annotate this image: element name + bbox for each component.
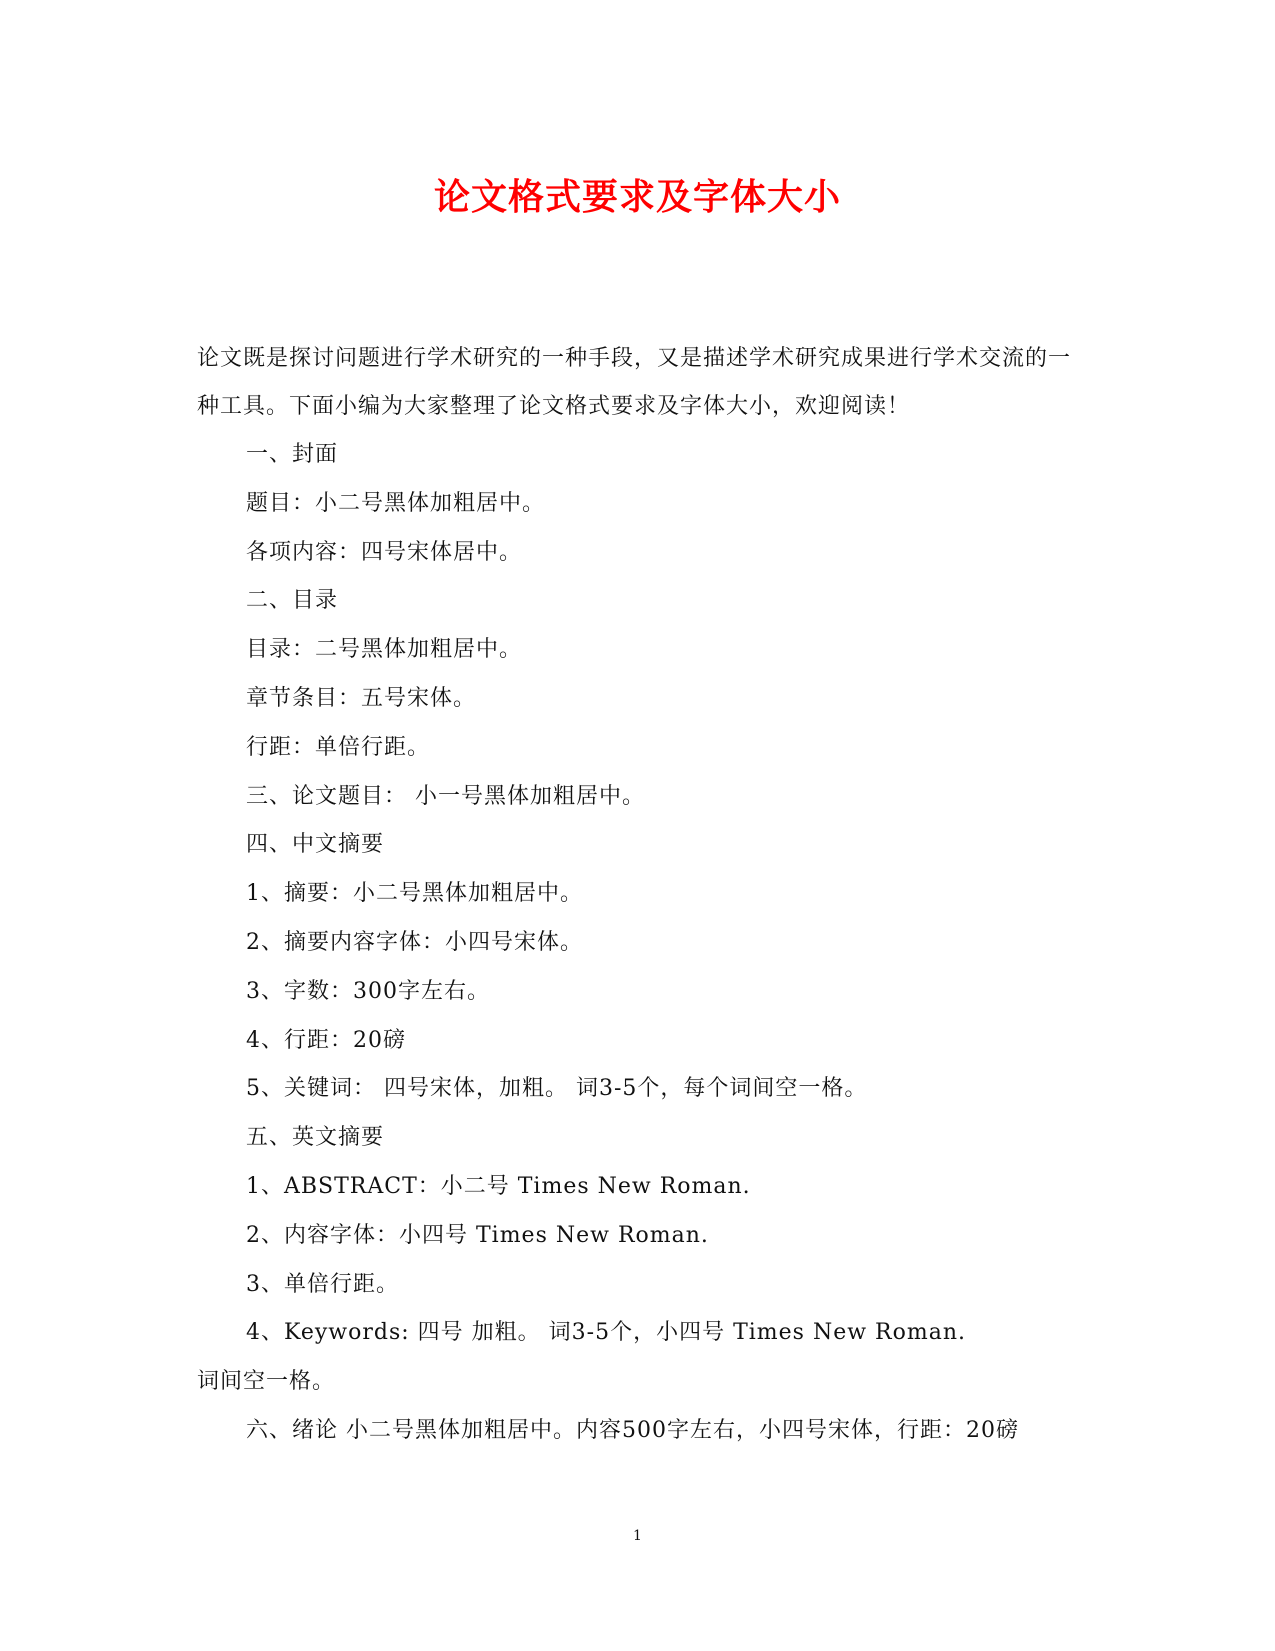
text-line: 题目：小二号黑体加粗居中。 bbox=[246, 490, 546, 516]
text-line: 四、中文摘要 bbox=[246, 832, 385, 858]
text-line: 3、字数：300字左右。 bbox=[246, 978, 490, 1004]
text-line: 3、单倍行距。 bbox=[246, 1271, 399, 1297]
text-line: 1、摘要：小二号黑体加粗居中。 bbox=[246, 881, 583, 907]
intro-paragraph: 论文既是探讨问题进行学术研究的一种手段，又是描述学术研究成果进行学术交流的一种工具。下面小编为大家整理了论文格式要求及字体大小，欢迎阅读！ bbox=[197, 346, 1072, 419]
content-lines bbox=[197, 431, 1087, 1456]
text-line: 1、ABSTRACT：小二号 Times New Roman. bbox=[246, 1173, 751, 1199]
text-line: 词间空一格。 bbox=[197, 1369, 336, 1395]
text-line: 5、关键词： 四号宋体，加粗。 词3-5个，每个词间空一格。 bbox=[246, 1076, 868, 1102]
text-line: 章节条目：五号宋体。 bbox=[246, 685, 477, 711]
text-line: 三、论文题目： 小一号黑体加粗居中。 bbox=[246, 783, 645, 809]
text-line: 六、绪论 小二号黑体加粗居中。内容500字左右，小四号宋体，行距：20磅 bbox=[246, 1417, 1019, 1443]
text-line: 行距：单倍行距。 bbox=[246, 734, 431, 760]
document-body bbox=[197, 335, 1087, 1456]
text-line: 目录：二号黑体加粗居中。 bbox=[246, 637, 523, 663]
page-number: 1 bbox=[633, 1528, 642, 1544]
text-line: 4、Keywords: 四号 加粗。 词3-5个，小四号 Times New Roman. bbox=[246, 1320, 966, 1346]
text-line: 2、内容字体：小四号 Times New Roman. bbox=[246, 1222, 709, 1248]
text-line: 2、摘要内容字体：小四号宋体。 bbox=[246, 929, 583, 955]
document-title: 论文格式要求及字体大小 bbox=[433, 176, 841, 218]
text-line: 二、目录 bbox=[246, 588, 339, 614]
text-line: 一、封面 bbox=[246, 442, 339, 467]
text-line: 各项内容：四号宋体居中。 bbox=[246, 539, 523, 565]
text-line: 五、英文摘要 bbox=[246, 1125, 385, 1151]
text-line: 4、行距：20磅 bbox=[246, 1027, 406, 1053]
